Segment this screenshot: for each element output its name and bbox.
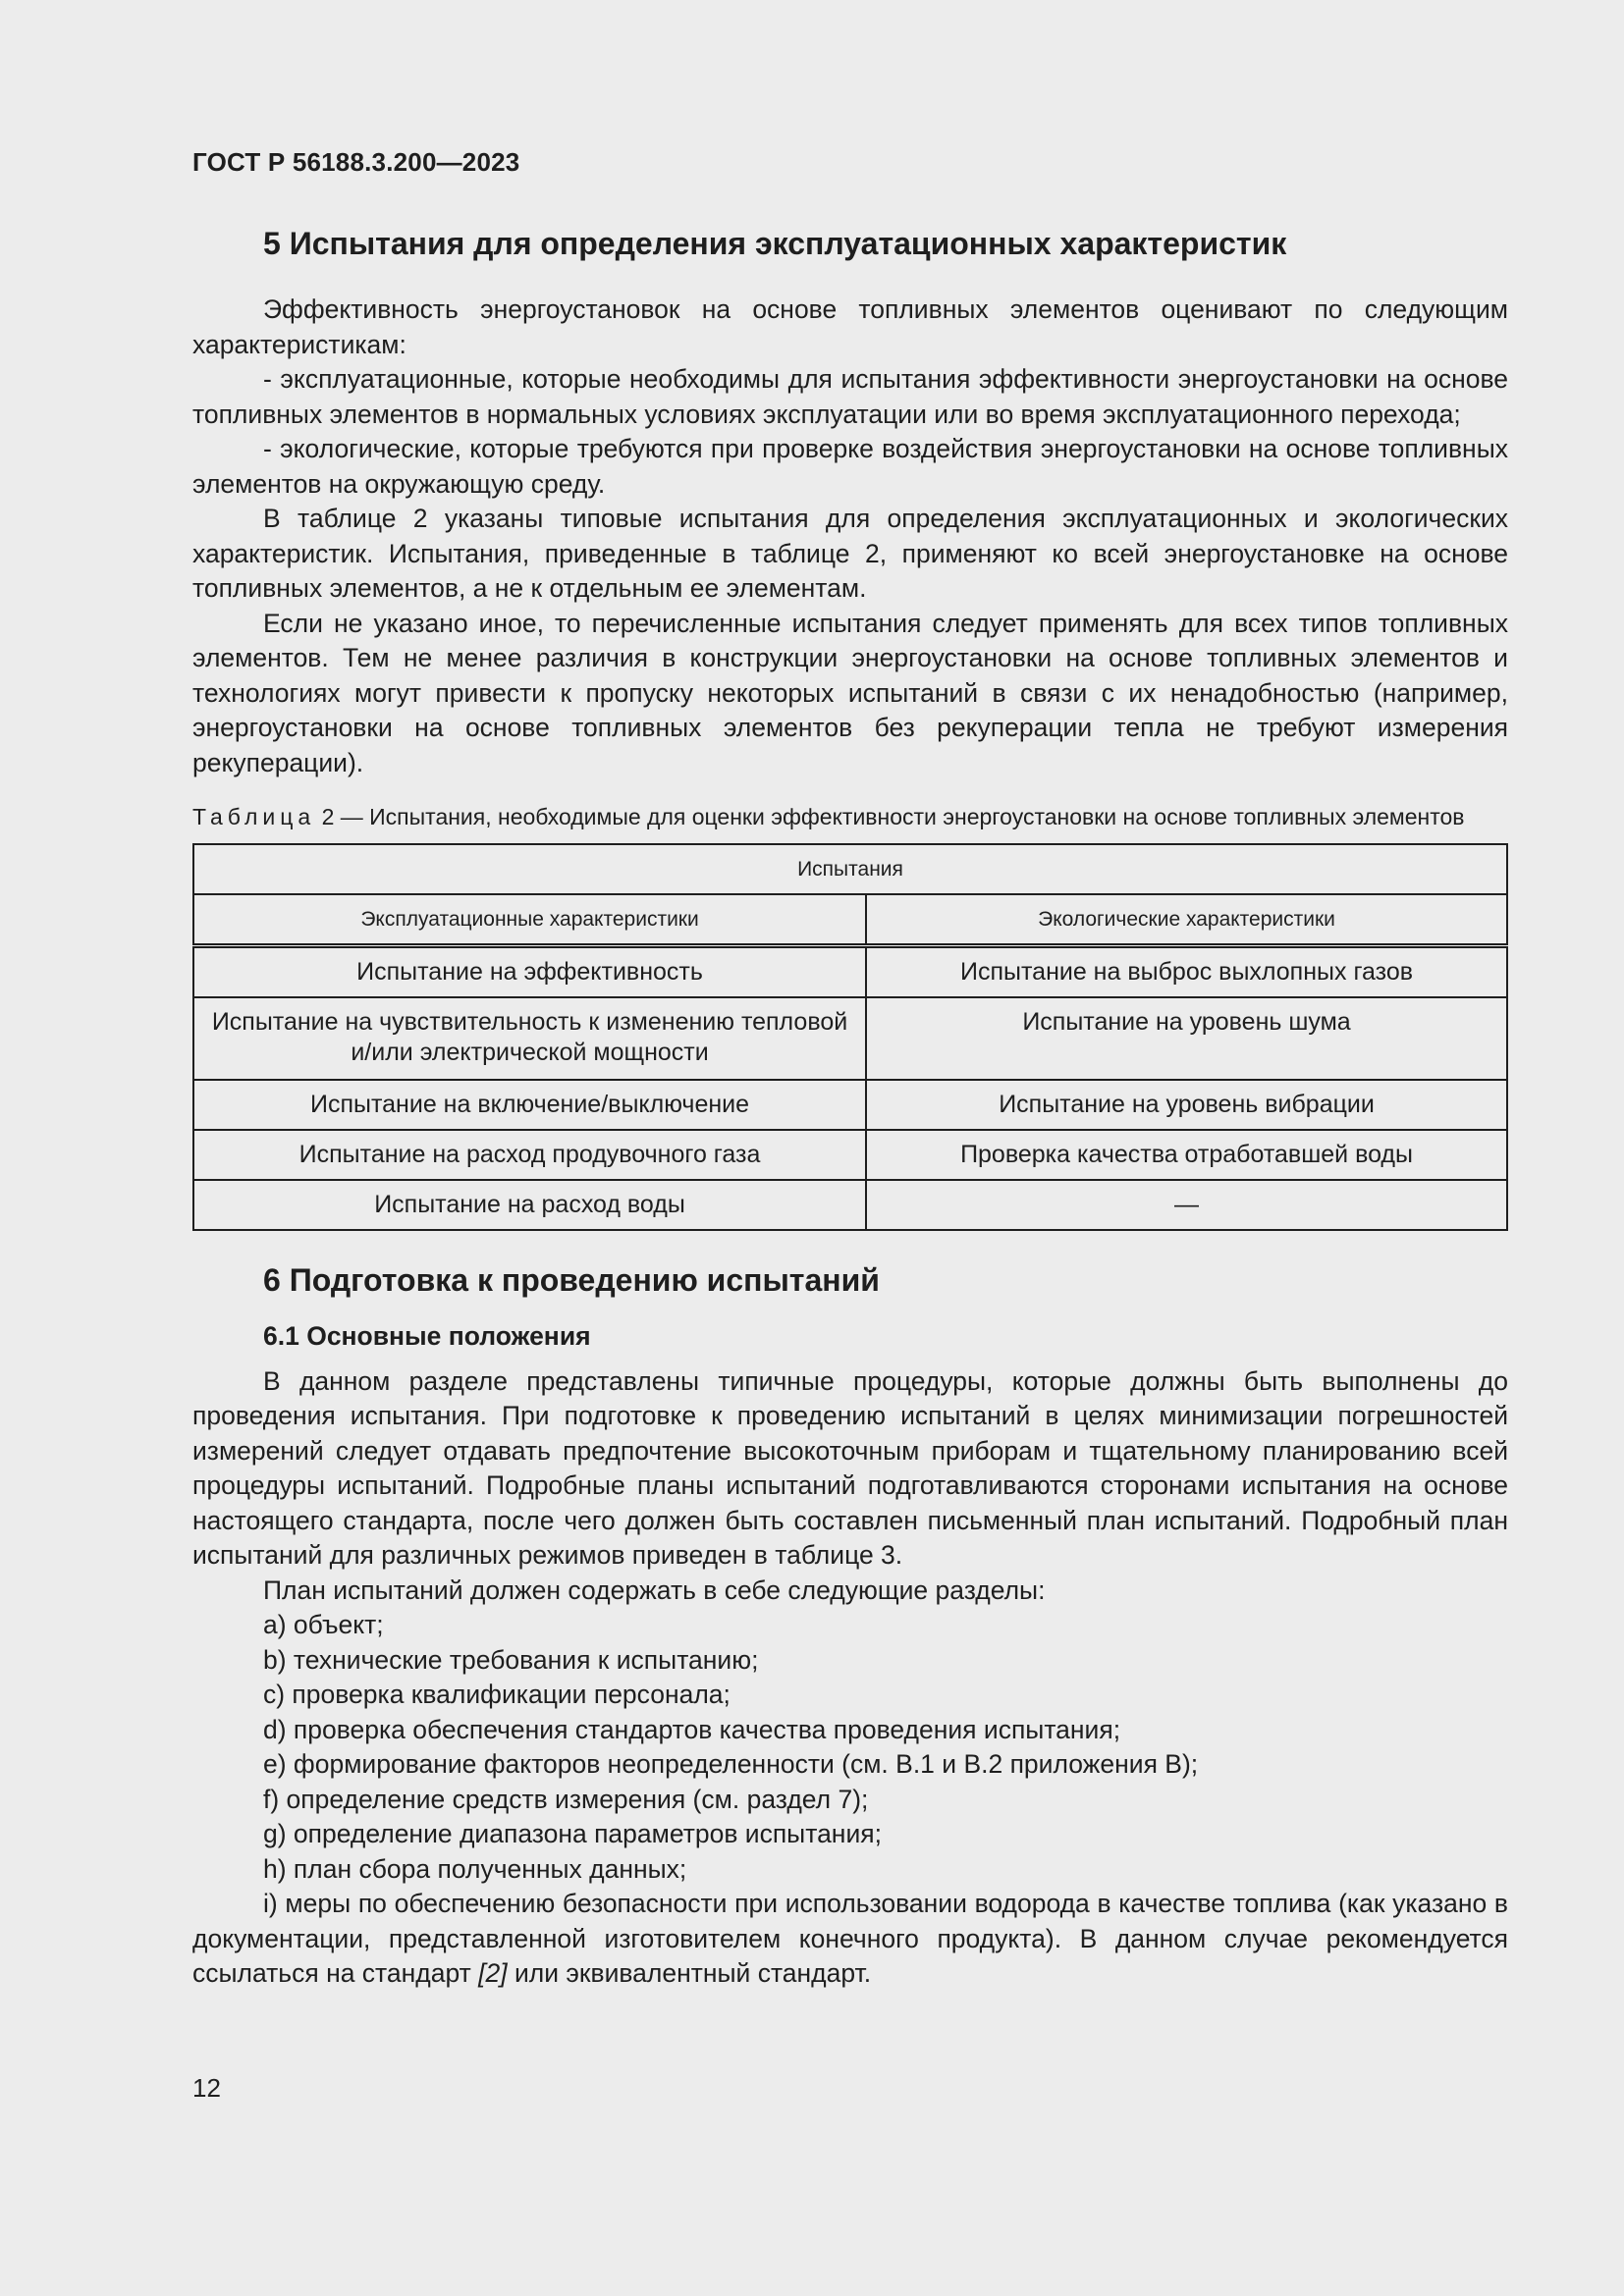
list-item-text: или эквивалентный стандарт. xyxy=(507,1958,872,1988)
table-cell: Испытание на уровень вибрации xyxy=(866,1080,1507,1130)
list-item: a) объект; xyxy=(263,1610,384,1639)
list-item: f) определение средств измерения (см. раздел 7); xyxy=(263,1784,869,1814)
list-item: e) формирование факторов неопределенности (см. В.1 и В.2 приложения В); xyxy=(263,1749,1199,1779)
section-5-paragraph: - эксплуатационные, которые необходимы для испытания эффективности энергоустановки на основе топливных элементов в нормальных условиях эксплуатации или во время эксплуатационного перехода; xyxy=(192,364,1508,429)
table-row xyxy=(193,997,1507,1080)
section-6-title: 6 Подготовка к проведению испытаний xyxy=(263,1262,880,1298)
section-5-paragraph: Если не указано иное, то перечисленные испытания следует применять для всех типов топливных элементов. Тем не менее различия в конструкции энергоустановки на основе топливных элементов и технологиях могут привести к пропуску некоторых испытаний в связи с их ненадобностью (например, энергоустановки на основе топливных элементов без рекуперации тепла не требуют измерения рекуперации). xyxy=(192,608,1508,777)
section-5-paragraph: В таблице 2 указаны типовые испытания для определения эксплуатационных и экологических характеристик. Испытания, приведенные в таблице 2, применяют ко всей энергоустановке на основе топливных элементов, а не к отдельным ее элементам. xyxy=(192,504,1508,603)
list-item-text: i) меры по обеспечению безопасности при использовании водорода в качестве топлива (как указано в документации, представленной изготовителем конечного продукта). В данном случае рекомендуется ссылаться на стандарт xyxy=(192,1889,1508,1988)
subsection-6-1-title: 6.1 Основные положения xyxy=(263,1321,591,1351)
section-6-paragraph: План испытаний должен содержать в себе следующие разделы: xyxy=(263,1575,1046,1605)
list-item: b) технические требования к испытанию; xyxy=(263,1644,759,1675)
list-item: h) план сбора полученных данных; xyxy=(263,1853,687,1884)
table-cell: Испытание на чувствительность к изменению тепловой и/или электрической мощности xyxy=(193,997,866,1080)
table-cell: Испытание на расход продувочного газа xyxy=(193,1130,866,1180)
section-5-paragraph: Эффективность энергоустановок на основе топливных элементов оценивают по следующим характеристикам: xyxy=(192,294,1508,359)
table-row xyxy=(193,1130,1507,1180)
reference-link[interactable]: [2] xyxy=(478,1958,508,1988)
table-caption-label: Таблица xyxy=(192,804,316,829)
table-cell: Испытание на выброс выхлопных газов xyxy=(866,946,1507,998)
table-cell: Проверка качества отработавшей воды xyxy=(866,1130,1507,1180)
table-row xyxy=(193,1080,1507,1130)
table-cell: Испытание на расход воды xyxy=(193,1180,866,1230)
table-cell: Испытание на включение/выключение xyxy=(193,1080,866,1130)
list-item: c) проверка квалификации персонала; xyxy=(263,1680,731,1709)
section-5-title: 5 Испытания для определения эксплуатационных характеристик xyxy=(263,226,1287,261)
table-cell: Испытание на уровень шума xyxy=(866,997,1507,1080)
table-2-caption xyxy=(192,802,1508,831)
table-header-operational: Эксплуатационные характеристики xyxy=(193,894,866,946)
section-5-paragraph: - экологические, которые требуются при проверке воздействия энергоустановки на основе топливных элементов на окружающую среду. xyxy=(192,434,1508,499)
table-cell: Испытание на эффективность xyxy=(193,946,866,998)
table-caption-text: 2 — Испытания, необходимые для оценки эффективности энергоустановки на основе топливных элементов xyxy=(315,804,1465,829)
table-2 xyxy=(192,843,1508,1231)
table-cell: — xyxy=(866,1180,1507,1230)
table-row xyxy=(193,946,1507,998)
table-row xyxy=(193,1180,1507,1230)
document-id: ГОСТ Р 56188.3.200—2023 xyxy=(192,147,520,177)
table-header-tests: Испытания xyxy=(193,844,1507,894)
list-item: g) определение диапазона параметров испытания; xyxy=(263,1819,882,1848)
list-item xyxy=(192,1887,1508,1992)
page-number: 12 xyxy=(192,2073,221,2103)
page-content xyxy=(192,216,1508,1992)
section-6-paragraph: В данном разделе представлены типичные процедуры, которые должны быть выполнены до проведения испытания. При подготовке к проведению испытаний в целях минимизации погрешностей измерений следует отдавать предпочтение высокоточным приборам и тщательному планированию всей процедуры испытаний. Подробные планы испытаний подготавливаются сторонами испытания на основе настоящего стандарта, после чего должен быть составлен письменный план испытаний. Подробный план испытаний для различных режимов приведен в таблице 3. xyxy=(192,1365,1508,1570)
table-header-environmental: Экологические характеристики xyxy=(866,894,1507,946)
list-item: d) проверка обеспечения стандартов качества проведения испытания; xyxy=(263,1714,1121,1744)
